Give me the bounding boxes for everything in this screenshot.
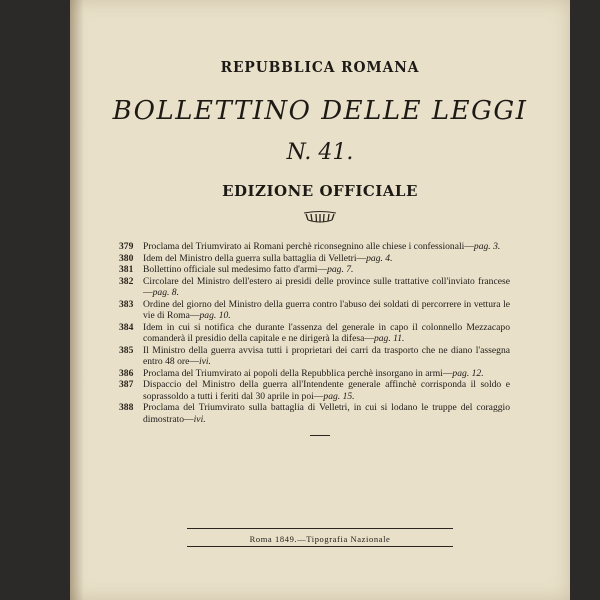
entry-page-ref: ivi. [198,356,211,367]
entry-number: 388 [119,402,134,413]
republic-heading: REPUBBLICA ROMANA [220,58,420,76]
entry-title: Il Ministro della guerra avvisa tutti i proprietari dei carri da trasporto che ne diano l'assegna entro 48 ore [143,344,510,367]
imprint-rule-bottom [187,546,453,547]
imprint-rule-top [187,528,453,529]
entry-title: Circolare del Ministro dell'estero ai presidi delle province sulle trattative coll'inviato francese [143,275,510,287]
entry-page-ref: pag. 4. [366,252,393,264]
entry-number: 381 [119,264,134,275]
entry-title: Proclama del Triumvirato ai popoli della Repubblica perchè insorgano in armi [143,367,443,379]
list-item [119,402,510,425]
entry-text: Proclama del Triumvirato sulla battaglia di Velletri, in cui si lodano le truppe del coraggio dimostrato—ivi. [143,402,510,425]
issue-number: N. 41. [286,140,354,165]
entry-title: Ordine del giorno del Ministro della guerra contro l'abuso dei soldati di percorrere in vettura le vie di Roma [143,298,510,321]
entry-text: Idem in cui si notifica che durante l'assenza del generale in capo il colonnello Mezzacapo comanderà il presidio della capitale e ne dirigerà la difesa—pag. 11. [143,321,510,344]
entry-title: Dispaccio del Ministro della guerra all'Intendente generale affinchè corrisponda il soldo e soprassoldo a tutti i feriti dal 30 aprile in poi [143,379,510,402]
entry-number: 384 [119,321,134,333]
entry-text: Idem del Ministro della guerra sulla battaglia di Velletri—pag. 4. [143,252,393,264]
entry-number: 382 [119,275,134,287]
entry-page-ref: pag. 12. [452,367,484,379]
list-item [119,367,510,380]
list-item [119,275,510,299]
entry-number: 385 [119,344,134,356]
entry-title: Bollettino officiale sul medesimo fatto d'armi [143,264,318,275]
list-item [119,298,510,322]
list-item [119,264,510,276]
document-page [70,0,570,600]
edition-heading: EDIZIONE OFFICIALE [222,182,418,200]
contents-list [119,241,510,425]
list-item [119,241,510,253]
entry-page-ref: pag. 3. [473,241,501,252]
entry-text: Proclama del Triumvirato ai popoli della Repubblica perchè insorgano in armi—pag. 12. [143,367,484,379]
short-divider [310,435,330,436]
entry-text: Il Ministro della guerra avvisa tutti i proprietari dei carri da trasporto che ne diano l'assegna entro 48 ore—ivi. [143,344,510,367]
bulletin-title: BOLLETTINO DELLE LEGGI [112,96,528,126]
entry-page-ref: pag. 8. [152,287,179,298]
entry-text: Circolare del Ministro dell'estero ai presidi delle province sulle trattative coll'inviato francese—pag. 8. [143,275,510,298]
entry-text: Ordine del giorno del Ministro della guerra contro l'abuso dei soldati di percorrere in vettura le vie di Roma—pag. 10. [143,298,510,321]
imprint-line: Roma 1849.—Tipografia Nazionale [249,534,391,544]
entry-number: 387 [119,379,134,390]
ornament-icon [302,210,338,224]
entry-title: Proclama del Triumvirato sulla battaglia di Velletri, in cui si lodano le truppe del coraggio dimostrato [143,402,510,425]
entry-text: Proclama del Triumvirato ai Romani perchè riconsegnino alle chiese i confessionali—pag. 3. [143,241,501,252]
entry-page-ref: pag. 7. [327,264,354,275]
entry-page-ref: pag. 10. [199,310,231,321]
entry-page-ref: pag. 15. [323,390,355,402]
list-item [119,252,510,265]
entry-title: Idem del Ministro della guerra sulla battaglia di Velletri [143,252,357,264]
entry-number: 379 [119,241,134,252]
entry-number: 386 [119,367,134,379]
entry-page-ref: ivi. [193,413,206,425]
entry-text: Dispaccio del Ministro della guerra all'Intendente generale affinchè corrisponda il soldo e soprassoldo a tutti i feriti dal 30 aprile in poi—pag. 15. [143,379,510,402]
entry-page-ref: pag. 11. [373,333,405,344]
entry-number: 383 [119,298,134,310]
entry-title: Idem in cui si notifica che durante l'assenza del generale in capo il colonnello Mezzacapo comanderà il presidio della capitale e ne dirigerà la difesa [143,321,510,344]
entry-title: Proclama del Triumvirato ai Romani perchè riconsegnino alle chiese i confessionali [143,241,465,252]
entry-text: Bollettino officiale sul medesimo fatto d'armi—pag. 7. [143,264,354,275]
entry-number: 380 [119,252,134,264]
list-item [119,321,510,345]
list-item [119,379,510,402]
list-item [119,344,510,368]
